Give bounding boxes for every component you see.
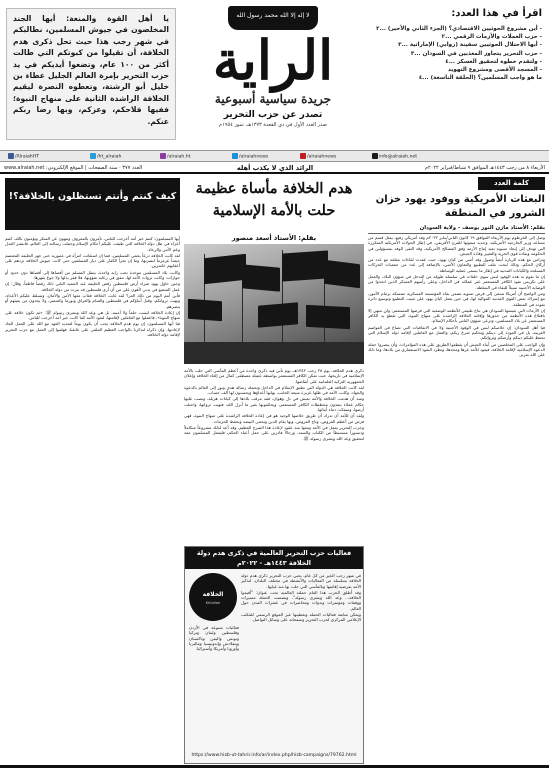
instagram-icon <box>160 153 166 159</box>
flags-photo <box>184 244 364 364</box>
khilafah-logo <box>189 573 237 621</box>
paragraph: لقد كانت الخلافة هي الدولة التي تطبق الإسلام في الداخل وتحمله رسالة هدى ونور إلى العالم بالدعوة والجهاد، وكانت الأمة في ظلها عزيزة منيعة الجانب، يهابها أعداؤها ويحسبون لها ألف حساب. <box>184 384 364 396</box>
logo-publisher: تصدر عن حزب التحرير <box>223 110 323 120</box>
social-link[interactable] <box>232 153 268 160</box>
social-bar <box>0 150 549 162</box>
left-article-body <box>5 236 180 764</box>
logo-banner <box>228 6 318 30</box>
social-label: info@alraiah.net <box>379 154 418 160</box>
editorial-body <box>368 235 545 761</box>
logo-note: صدر العدد الأول في ذي القعدة ١٣٧٣هـ، تموز ١٩٥٤م <box>219 122 327 128</box>
paragraph: وحين حاول يهود شراء أرض فلسطين رفض الخليفة عبد الحميد الثاني ذلك رفضاً قاطعاً، وقال: إن عمل المبضع في بدني لأهون علي من أن أرى فلسطين قد بترت من دولة الخلافة. <box>5 281 180 292</box>
paragraph: فيا أهل السودان: إن خلاصكم ليس في الوفود الأجنبية ولا في الاتفاقيات التي تصاغ في العواصم الغربية، بل في العودة إلى دينكم وتحكيم شرع ربكم، والعمل مع العاملين لإقامة دولة الإسلام التي تحفظ عليكم دينكم وأرضكم وثرواتكم. <box>368 324 545 341</box>
social-link[interactable] <box>160 153 191 160</box>
logo-subtitle: Khilafah <box>205 601 221 605</box>
paragraph: فيا أيها المسلمون، إن يوم هدم الخلافة يجب أن يكون يوماً لتجديد العهد مع الله على العمل الجاد لإعادتها، وإن ذكراه لتذكرنا بالواجب العظيم الملقى على عاتقنا، فهلموا إلى العمل مع حزب التحرير لإقامة دولة الخلافة. <box>5 321 180 338</box>
campaign-news-box <box>184 546 364 764</box>
paragraph: أيها المسلمون: كنتم خير أمة أخرجت للناس، تأمرون بالمعروف وتنهون عن المنكر وتؤمنون بالله، كنتم أعزاء في ظل دولة الخلافة التي طبقت عليكم أحكام الإسلام وحملت رسالته إلى العالم، فانتشر العدل وعم الأمن والرخاء. <box>5 236 180 252</box>
paragraph: وقد أطلق الحزب هذا العام حملته العالمية تحت عنوان: "أقيموا الخلافة... وعد الله وبشرى رسوله"، وتضمنت الحملة مسيرات ووقفات ومؤتمرات وندوات ومحاضرات في عشرات المدن حول العالم. <box>241 589 361 611</box>
social-link[interactable] <box>8 153 39 160</box>
inside-issue-item[interactable]: - حزب العملات والأزمات الرقمي ...٢ <box>441 34 542 41</box>
paragraph: ومنذ أن هدمت الخلافة والأمة تعيش في ذل وهوان، فقد مزقت بلادها إلى كيانات هزيلة، ونصب عليها حكام عملاء ينفذون مخططات الكافر المستعمر، ويحكمونها بغير ما أنزل الله، فنهبت ثرواتها، واحتلت أرضها، وسفكت دماء أبنائها. <box>184 396 364 413</box>
inside-issue-item[interactable]: - ولتقدم خطوة لتحقيق العسكر ...٤ <box>445 58 542 65</box>
social-link[interactable] <box>372 153 417 160</box>
paragraph: وكانت بلاد المسلمين موحدة تحت راية واحدة، يتنقل المسلم من أقصاها إلى أقصاها دون حدود أو جوازات، وكانت ثروات الأمة لها، تنفق في رعاية شؤونها، فلا فقر يذلها ولا جوع يقهرها. <box>5 269 180 281</box>
left-article-header <box>5 178 180 230</box>
facebook-icon <box>8 153 14 159</box>
main-article-title: هدم الخلافة مأساة عظيمة حلت بالأمة الإسلامية <box>195 180 353 219</box>
inside-issue-item[interactable]: - أيها الاحتلال الحوثيين سفينة (روابي) الإماراتية ...٣ <box>398 42 542 49</box>
social-label: /alraiahnews <box>307 154 337 160</box>
editorial-author: بقلم: الأستاذ مازن النور يوسف - ولاية السودان <box>368 225 545 234</box>
youtube-icon <box>300 153 306 159</box>
logo-banner-text: لا إله إلا الله محمد رسول الله <box>236 12 310 19</box>
logo-title: الراية <box>212 28 334 92</box>
paragraph: فأين أنتم اليوم من ذلك العز؟ لقد غابت الخلافة فغاب معها الأمن والأمان، وتسلط عليكم الأعداء، ونهبت ثرواتكم، وقتل أبناؤكم في فلسطين والشام والعراق وبورما وكشمير، ولا يجدون من يغيثهم أو ينصرهم. <box>5 292 180 309</box>
social-link[interactable] <box>300 153 336 160</box>
campaign-link[interactable]: https://www.hizb-ut-tahrir.info/ar/index.php/hizb-campaigns/79762.html <box>191 753 357 758</box>
paragraph: ومن الواضح أن أمريكا تسعى إلى فرض تسوية تضمن بقاء المؤسسة العسكرية ممسكة بزمام الأمور، مع إشراك بعض القوى المدنية الموالية لها، في حين يعمل كيان يهود على تثبيت التطبيع وتوسيع دائرة نفوذه في المنطقة. <box>368 290 545 307</box>
inside-issue-item[interactable]: ما هو واجب المسلمين؟ (الحلقة الناسعة) ...٤ <box>418 75 542 82</box>
social-label: /ht_alraiah <box>97 154 122 160</box>
page-header <box>0 0 549 150</box>
intro-box <box>6 8 176 140</box>
inside-issue-item[interactable]: - أين مشروع الحوثيين الاقتصادي؟ (الجزء الثاني والأخير) ...٢ <box>376 26 542 32</box>
inside-issue-item[interactable]: - حزب التحرير يتجاوز المعذبين في السودان ...٣ <box>410 50 542 57</box>
main-article-body <box>184 368 364 542</box>
paragraph: ولقد آن للأمة أن تدرك أن طريق خلاصها الوحيد هو في إعادة الخلافة الراشدة على منهاج النبوة، فهي فرض من أعظم الفروض، وتاج الفروض، وبها يقام الدين وتحمى البيضة وتحفظ الحرمات. <box>184 413 364 424</box>
social-link[interactable] <box>90 153 121 160</box>
inside-issue-title: اقرأ في هذا العدد: <box>451 8 542 19</box>
social-label: /alraiahnews <box>239 154 269 160</box>
motto: الرائد الذي لا يكذب أهله <box>236 164 314 172</box>
paragraph: وإن الواجب على المخلصين من أبناء الجيش أن يقطعوا الطريق على هذه المؤامرات، وأن ينصروا حملة الدعوة الإسلامية لإقامة الخلافة، فيعود للأمة عزها ومجدها، وتطرد النفوذ الاستعماري من بلادها، وما ذلك على الله بعزيز. <box>368 341 545 358</box>
left-article-title: كيف كنتم وأنتم تستظلون بالخلافة؟! <box>8 191 177 202</box>
logo-tagline: جريدة سياسية أسبوعية <box>214 92 332 106</box>
issue-site[interactable]: العدد ٣٧٧ · ستة الصفحات | الموقع الإلكتروني: www.alraiah.net <box>4 165 143 171</box>
inside-issue-item[interactable]: - المسجد الأقصى ومشروع التهويد <box>448 67 542 74</box>
paragraph: وصل إلى الخرطوم يوم الأربعاء الموافق ١٩ كانون الثاني/يناير ٢٠٢٢م وفد أمريكي رفيع، يمثل قسم من مساعد وزير الخارجية الأمريكية، وجديد مبعوثها للقرن الأفريقي، في إطار الجولات الأمريكية المتكررة التي تهدف إلى إيجاد تسوية تعيد إنتاج الأزمة وفق المصالح الأمريكية، وقد التقى الوفد بمسؤولين في الحكومة وبقادة قوى الحرية والتغيير وقادة الجيش. <box>368 235 545 256</box>
issue-date: الأربعاء ٨ من رجب ١٤٤٣هـ الموافق ٩ شباط/فبراير ٢٠٢٢م <box>424 165 545 171</box>
editorial-column <box>368 177 545 765</box>
social-label: /AlraiahHT <box>15 154 39 160</box>
paragraph: في شهر رجب الخير من كل عام، يحيي حزب التحرير ذكرى هدم دولة الخلافة بسلسلة من الفعاليات والأنشطة في مختلف البلدان، لتذكير الأمة بفرضية إقامتها وبالمآسي التي حلت بها منذ غيابها. <box>241 573 361 589</box>
paragraph: لقد كانت الخلافة درعاً يحمي المسلمين، فما إن استغاثت امرأة في عمورية حتى جهز الخليفة المعتصم جيشاً عرمرماً لنصرتها، وما إن تجرأ الكفار على ديار المسلمين حتى كانت جيوش الخلافة تردهم على أعقابهم خاسرين. <box>5 252 180 269</box>
paragraph: فعاليات متنوعة في الأردن وفلسطين ولبنان وتركيا وتونس واليمن وباكستان وبنغلادش وإندونيسيا وماليزيا وأوروبا وأمريكا وأستراليا. <box>189 625 239 652</box>
info-bar <box>0 163 549 174</box>
paragraph: إن إعادة الخلافة ليست حلماً ولا أمنية، بل هي وعد الله وبشرى رسوله ﷺ: «ثم تكون خلافة على منهاج النبوة»، فاعملوا مع العاملين لإقامتها، لتعود الأمة كما كانت خير أمة أخرجت للناس. <box>5 309 180 321</box>
paragraph: ويمكن متابعة فعاليات الحملة وتغطيتها عبر الموقع الرسمي للمكتب الإعلامي المركزي لحزب التحرير وصفحاته على وسائل التواصل. <box>241 612 361 623</box>
globe-icon <box>372 153 378 159</box>
paragraph: إن ما تقوم به هذه الوفود ليس سوى حلقات في سلسلة طويلة من التدخل في شؤون البلاد، والعمل على تكريس نفوذ الكافر المستعمر عبر عملائه في الداخل، وعلى رأسهم العسكر الذين اتخذوا من الوصاية الأجنبية سبيلاً للبقاء في السلطة. <box>368 274 545 290</box>
paragraph: ذكرى هدم الخلافة، يوم ٢٨ رجب ١٣٤٢هـ، يوم تأتي فيه ذكرى واحدة من أعظم المآسي التي حلت بالأمة الإسلامية في تاريخها، حيث تمكن الكافر المستعمر بواسطة عميله مصطفى كمال من إلغاء الخلافة وإعلان الجمهورية التركية العلمانية على أنقاضها. <box>184 368 364 384</box>
main-article-author: بقلم: الأستاذ أسعد منصور <box>231 234 317 242</box>
masthead <box>180 6 366 131</box>
campaign-side-text <box>189 625 239 753</box>
social-label: /alraiah.ht <box>167 154 191 160</box>
editorial-title: البعثات الأمريكية ووفود يهود خزان الشرور في المنطقة <box>375 194 545 219</box>
twitter-icon <box>232 153 238 159</box>
paragraph: إن الأزمات التي يعيشها السودان هي نتاج طبيعي للأنظمة الوضعية التي فرضها المستعمر، ولن تنتهي إلا باقتلاع هذه الأنظمة من جذورها وإقامة الخلافة الراشدة على منهاج النبوة، التي تقطع يد الكافر المستعمر عن بلاد المسلمين، وترعى شؤون الناس بأحكام الإسلام. <box>368 307 545 324</box>
logo-title: الخلافة <box>202 591 224 598</box>
paragraph: وحزب التحرير يعمل في الأمة ومعها منذ عقود لإعادة هذا الصرح العظيم، وقد أعد لذلك مشروعاً متكاملاً ودستوراً مستنبطاً من الكتاب والسنة، ورجالاً قادرين على حمل أعباء الحكم، فليعمل المسلمون معه لتحقيق وعد الله وبشرى رسوله ﷺ. <box>184 424 364 441</box>
paragraph: وتزامن مع هذه الزيارة أيضاً وصول وفد أمني من كيان يهود، حيث عقدت لقاءات مغلقة مع عدد من أركان الحكم، وذلك لبحث ملف التطبيع والتعاون الأمني، بالإضافة إلى عدد من جمعيات الحركات المسلحة والكيانات المدنية في إطار ما يسمى عملية الوساطة. <box>368 257 545 273</box>
inside-issue-box <box>374 8 542 140</box>
editorial-label: كلمة العدد <box>478 177 545 190</box>
campaign-title: فعاليات حزب التحرير العالمية في ذكرى هدم دولة الخلافة ١٤٤٣هـ - ٢٠٢٢م <box>185 547 363 569</box>
campaign-body <box>241 573 361 753</box>
intro-text: يا أهل القوة والمنعة: أيها الجند المخلصون في جيوش المسلمين، نطالبكم في شهر رجب هذا حيث تحل ذكرى هدم الخلافة، أن تقيلوا من كبوتكم التي طالت أكثر من ١٠٠ عام، وتضعوا أيديكم في يد حزب التحرير بإمرة العالم الجليل عطاء بن خليل أبو الرشتة، وتعطوه النصرة ليقيم الخلافة الراشدة الثانية على منهاج النبوة؛ ففيها فلاحكم، وعزكم، وبها رضا ربكم عنكم. <box>13 14 169 126</box>
telegram-icon <box>90 153 96 159</box>
